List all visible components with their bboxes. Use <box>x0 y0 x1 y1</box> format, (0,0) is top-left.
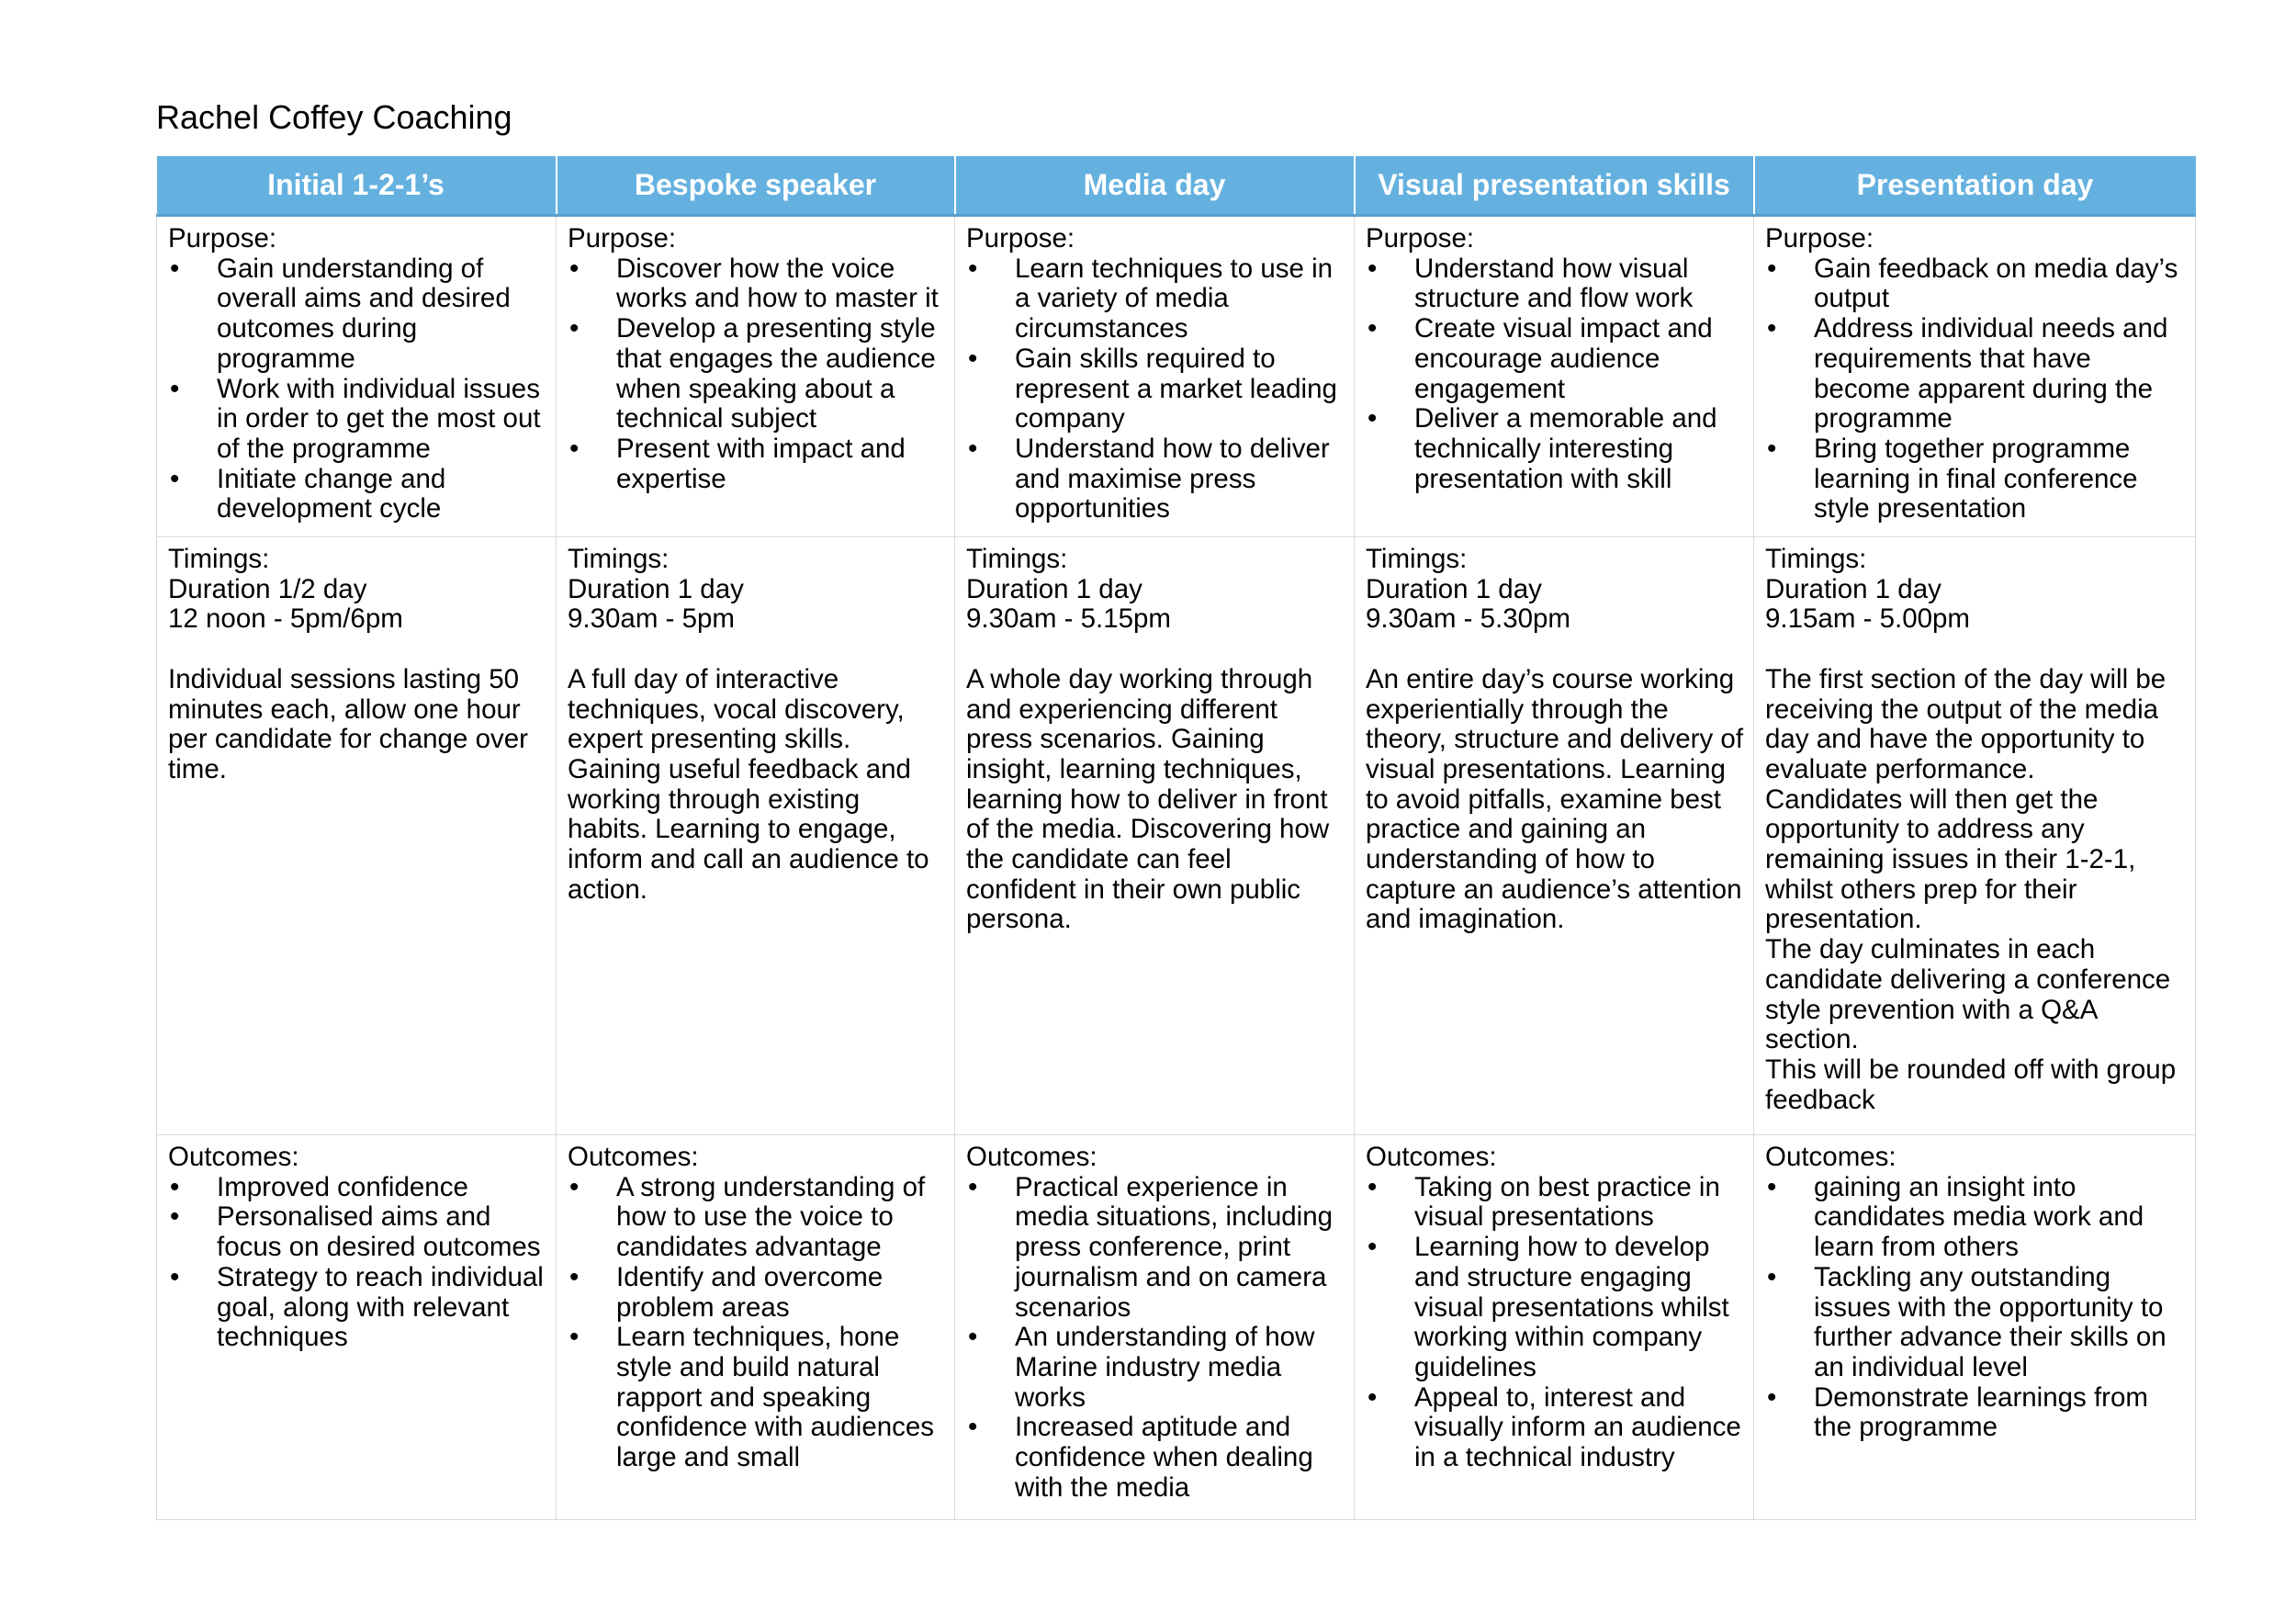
list-item: • Address individual needs and requirements that have become apparent during the programme <box>1765 314 2186 434</box>
list-item: • Create visual impact and encourage audience engagement <box>1366 314 1744 404</box>
timings-cell <box>557 537 955 1135</box>
purpose-label: Purpose: <box>1366 223 1475 254</box>
purpose-cell <box>1355 216 1754 537</box>
list-item: • Understand how to deliver and maximise press opportunities <box>966 434 1345 524</box>
outcomes-list <box>1366 1173 1744 1473</box>
list-item: • Practical experience in media situations, including press conference, print journalism and on camera scenarios <box>966 1173 1345 1324</box>
list-item: • Develop a presenting style that engages the audience when speaking about a technical subject <box>568 314 945 434</box>
timings-cell <box>1355 537 1754 1135</box>
list-item: • Learn techniques, hone style and build natural rapport and speaking confidence with audiences large and small <box>568 1323 945 1473</box>
list-item: • Bring together programme learning in final conference style presentation <box>1765 434 2186 524</box>
purpose-list <box>966 254 1345 524</box>
duration-text: Duration 1 day <box>966 573 1142 604</box>
hours-text: 12 noon - 5pm/6pm <box>168 603 403 635</box>
purpose-list <box>1765 254 2186 524</box>
outcomes-cell <box>1355 1135 1754 1520</box>
purpose-list <box>168 254 546 524</box>
list-item: • Tackling any outstanding issues with the opportunity to further advance their skills on an individual level <box>1765 1263 2186 1383</box>
outcomes-label: Outcomes: <box>1765 1142 1896 1172</box>
list-item: • gaining an insight into candidates media work and learn from others <box>1765 1173 2186 1263</box>
purpose-label: Purpose: <box>966 223 1075 254</box>
list-item: • Gain feedback on media day’s output <box>1765 254 2186 314</box>
list-item: • An understanding of how Marine industry media works <box>966 1323 1345 1413</box>
purpose-cell <box>557 216 955 537</box>
column-heading: Presentation day <box>1754 156 2196 216</box>
column-heading: Visual presentation skills <box>1355 156 1754 216</box>
timings-row <box>157 537 2196 1135</box>
table-header-row <box>157 156 2196 216</box>
outcomes-cell <box>1754 1135 2196 1520</box>
list-item: • Deliver a memorable and technically interesting presentation with skill <box>1366 404 1744 494</box>
duration-text: Duration 1/2 day <box>168 573 367 604</box>
purpose-list <box>1366 254 1744 495</box>
list-item: • Personalised aims and focus on desired outcomes <box>168 1202 546 1262</box>
timings-cell <box>1754 537 2196 1135</box>
timings-label: Timings: <box>1765 544 1867 574</box>
purpose-cell <box>955 216 1355 537</box>
session-description: The first section of the day will be receiving the output of the media day and have the opportunity to evaluate performance. Candidates will then get the opportunity to address any remaining issues in their 1-2-1, whilst others prep for their presentation. The day culminates in each candidate delivering a conference style prevention with a Q&A section. This will be rounded off with group feedback <box>1765 663 2177 1115</box>
list-item: • Initiate change and development cycle <box>168 465 546 524</box>
list-item: • Learning how to develop and structure engaging visual presentations whilst working within company guidelines <box>1366 1233 1744 1383</box>
hours-text: 9.15am - 5.00pm <box>1765 603 1971 635</box>
session-description: Individual sessions lasting 50 minutes each, allow one hour per candidate for change over time. <box>168 663 528 784</box>
timings-label: Timings: <box>168 544 270 574</box>
list-item: • A strong understanding of how to use the voice to candidates advantage <box>568 1173 945 1263</box>
list-item: • Work with individual issues in order to get the most out of the programme <box>168 375 546 465</box>
list-item: • Taking on best practice in visual presentations <box>1366 1173 1744 1233</box>
outcomes-cell <box>157 1135 557 1520</box>
purpose-row <box>157 216 2196 537</box>
hours-text: 9.30am - 5pm <box>568 603 735 635</box>
column-heading: Media day <box>955 156 1355 216</box>
duration-text: Duration 1 day <box>1366 573 1542 604</box>
duration-text: Duration 1 day <box>1765 573 1941 604</box>
outcomes-label: Outcomes: <box>966 1142 1097 1172</box>
timings-cell <box>955 537 1355 1135</box>
outcomes-list <box>168 1173 546 1353</box>
timings-cell <box>157 537 557 1135</box>
list-item: • Appeal to, interest and visually inform an audience in a technical industry <box>1366 1383 1744 1473</box>
purpose-list <box>568 254 945 495</box>
page-title: Rachel Coffey Coaching <box>156 98 512 136</box>
hours-text: 9.30am - 5.15pm <box>966 603 1172 635</box>
timings-label: Timings: <box>568 544 670 574</box>
outcomes-cell <box>955 1135 1355 1520</box>
column-heading: Initial 1-2-1’s <box>157 156 557 216</box>
purpose-cell <box>1754 216 2196 537</box>
duration-text: Duration 1 day <box>568 573 744 604</box>
outcomes-list <box>966 1173 1345 1504</box>
purpose-label: Purpose: <box>1765 223 1874 254</box>
outcomes-label: Outcomes: <box>1366 1142 1497 1172</box>
timings-label: Timings: <box>1366 544 1468 574</box>
session-description: A whole day working through and experiencing different press scenarios. Gaining insight, learning techniques, learning how to deliver in front of the media. Discovering how the candidate can feel confident in their own public persona. <box>966 663 1330 935</box>
list-item: • Demonstrate learnings from the programme <box>1765 1383 2186 1443</box>
timings-label: Timings: <box>966 544 1068 574</box>
purpose-cell <box>157 216 557 537</box>
list-item: • Understand how visual structure and flow work <box>1366 254 1744 314</box>
column-heading: Bespoke speaker <box>557 156 955 216</box>
session-description: An entire day’s course working experientially through the theory, structure and delivery of visual presentations. Learning to avoid pitfalls, examine best practice and gaining an understanding of how to capture an audience’s attention and imagination. <box>1366 663 1744 935</box>
session-description: A full day of interactive techniques, vocal discovery, expert presenting skills. Gaining useful feedback and working through existing habits. Learning to engage, inform and call an audience to action. <box>568 663 929 905</box>
outcomes-list <box>1765 1173 2186 1443</box>
hours-text: 9.30am - 5.30pm <box>1366 603 1571 635</box>
list-item: • Gain skills required to represent a market leading company <box>966 344 1345 434</box>
list-item: • Strategy to reach individual goal, along with relevant techniques <box>168 1263 546 1353</box>
list-item: • Gain understanding of overall aims and desired outcomes during programme <box>168 254 546 375</box>
purpose-label: Purpose: <box>568 223 677 254</box>
purpose-label: Purpose: <box>168 223 277 254</box>
list-item: • Identify and overcome problem areas <box>568 1263 945 1323</box>
list-item: • Learn techniques to use in a variety of media circumstances <box>966 254 1345 344</box>
outcomes-label: Outcomes: <box>168 1142 299 1172</box>
outcomes-row <box>157 1135 2196 1520</box>
list-item: • Present with impact and expertise <box>568 434 945 494</box>
list-item: • Discover how the voice works and how to master it <box>568 254 945 314</box>
outcomes-cell <box>557 1135 955 1520</box>
outcomes-label: Outcomes: <box>568 1142 699 1172</box>
list-item: • Improved confidence <box>168 1173 546 1203</box>
outcomes-list <box>568 1173 945 1473</box>
list-item: • Increased aptitude and confidence when dealing with the media <box>966 1413 1345 1503</box>
programme-table <box>156 156 2196 1520</box>
